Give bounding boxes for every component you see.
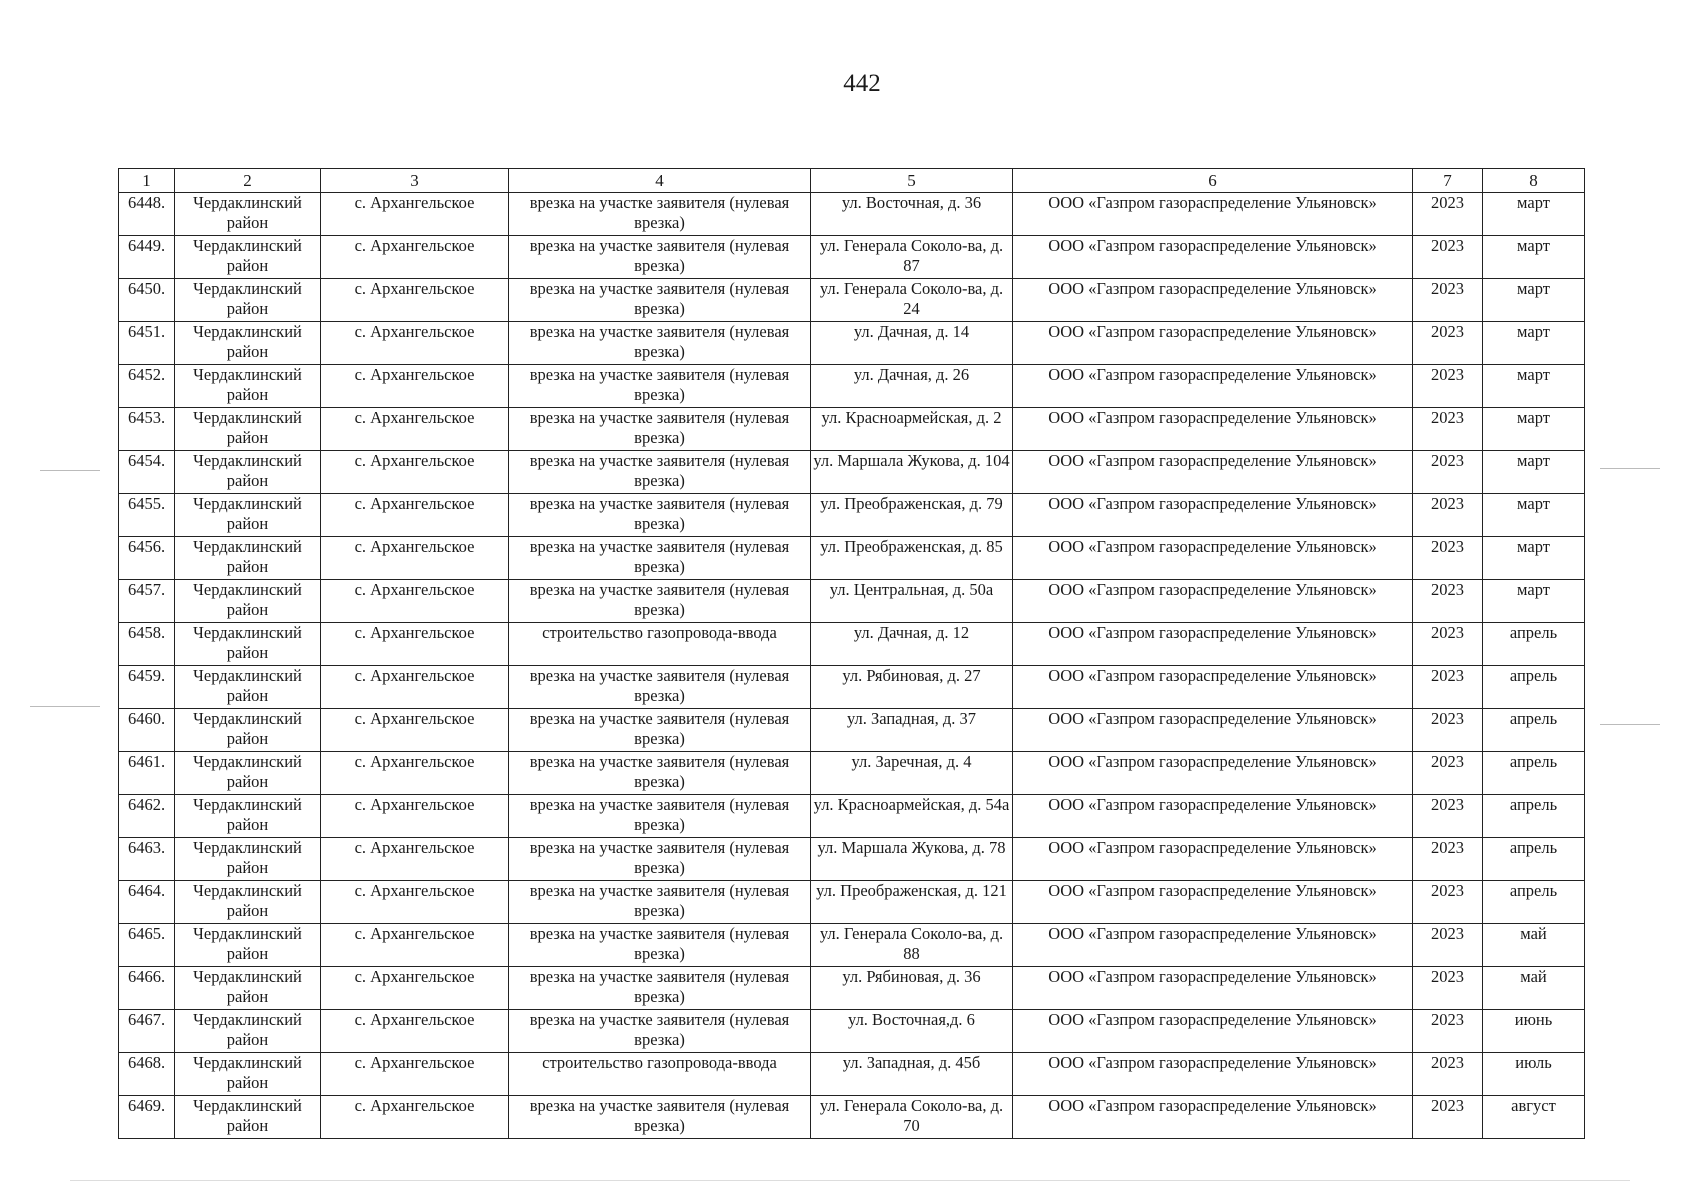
district-cell: Чердаклинский район	[175, 752, 321, 795]
organization-cell: ООО «Газпром газораспределение Ульяновск»	[1013, 537, 1413, 580]
district-cell: Чердаклинский район	[175, 494, 321, 537]
year-cell: 2023	[1413, 193, 1483, 236]
work-type-cell: врезка на участке заявителя (нулевая врезка)	[509, 1010, 811, 1053]
organization-cell: ООО «Газпром газораспределение Ульяновск»	[1013, 924, 1413, 967]
work-type-cell: врезка на участке заявителя (нулевая врезка)	[509, 881, 811, 924]
district-cell: Чердаклинский район	[175, 279, 321, 322]
address-cell: ул. Дачная, д. 26	[811, 365, 1013, 408]
table-row	[119, 967, 1585, 1010]
district-cell: Чердаклинский район	[175, 838, 321, 881]
district-cell: Чердаклинский район	[175, 236, 321, 279]
district-cell: Чердаклинский район	[175, 1053, 321, 1096]
month-cell: март	[1483, 580, 1585, 623]
address-cell: ул. Преображенская, д. 85	[811, 537, 1013, 580]
month-cell: март	[1483, 322, 1585, 365]
year-cell: 2023	[1413, 322, 1483, 365]
row-number: 6459.	[119, 666, 175, 709]
row-number: 6461.	[119, 752, 175, 795]
col-header: 6	[1013, 169, 1413, 193]
col-header: 1	[119, 169, 175, 193]
district-cell: Чердаклинский район	[175, 666, 321, 709]
address-cell: ул. Западная, д. 37	[811, 709, 1013, 752]
year-cell: 2023	[1413, 494, 1483, 537]
table-row	[119, 580, 1585, 623]
table-body	[119, 193, 1585, 1139]
district-cell: Чердаклинский район	[175, 408, 321, 451]
month-cell: апрель	[1483, 795, 1585, 838]
settlement-cell: с. Архангельское	[321, 580, 509, 623]
work-type-cell: врезка на участке заявителя (нулевая врезка)	[509, 494, 811, 537]
organization-cell: ООО «Газпром газораспределение Ульяновск»	[1013, 236, 1413, 279]
address-cell: ул. Генерала Соколо-ва, д. 70	[811, 1096, 1013, 1139]
table-row	[119, 666, 1585, 709]
organization-cell: ООО «Газпром газораспределение Ульяновск»	[1013, 494, 1413, 537]
row-number: 6460.	[119, 709, 175, 752]
work-type-cell: врезка на участке заявителя (нулевая врезка)	[509, 322, 811, 365]
row-number: 6455.	[119, 494, 175, 537]
year-cell: 2023	[1413, 580, 1483, 623]
work-type-cell: врезка на участке заявителя (нулевая врезка)	[509, 236, 811, 279]
col-header: 5	[811, 169, 1013, 193]
address-cell: ул. Преображенская, д. 121	[811, 881, 1013, 924]
settlement-cell: с. Архангельское	[321, 752, 509, 795]
table-row	[119, 537, 1585, 580]
year-cell: 2023	[1413, 451, 1483, 494]
organization-cell: ООО «Газпром газораспределение Ульяновск»	[1013, 580, 1413, 623]
table-row	[119, 1010, 1585, 1053]
district-cell: Чердаклинский район	[175, 1096, 321, 1139]
table-row	[119, 838, 1585, 881]
address-cell: ул. Восточная, д. 36	[811, 193, 1013, 236]
district-cell: Чердаклинский район	[175, 365, 321, 408]
district-cell: Чердаклинский район	[175, 924, 321, 967]
year-cell: 2023	[1413, 408, 1483, 451]
row-number: 6450.	[119, 279, 175, 322]
district-cell: Чердаклинский район	[175, 580, 321, 623]
settlement-cell: с. Архангельское	[321, 236, 509, 279]
year-cell: 2023	[1413, 623, 1483, 666]
organization-cell: ООО «Газпром газораспределение Ульяновск»	[1013, 408, 1413, 451]
settlement-cell: с. Архангельское	[321, 838, 509, 881]
work-type-cell: врезка на участке заявителя (нулевая врезка)	[509, 537, 811, 580]
settlement-cell: с. Архангельское	[321, 279, 509, 322]
district-cell: Чердаклинский район	[175, 451, 321, 494]
scan-artifact	[1600, 468, 1660, 469]
organization-cell: ООО «Газпром газораспределение Ульяновск»	[1013, 795, 1413, 838]
year-cell: 2023	[1413, 1010, 1483, 1053]
work-type-cell: врезка на участке заявителя (нулевая врезка)	[509, 1096, 811, 1139]
settlement-cell: с. Архангельское	[321, 451, 509, 494]
row-number: 6457.	[119, 580, 175, 623]
row-number: 6451.	[119, 322, 175, 365]
address-cell: ул. Заречная, д. 4	[811, 752, 1013, 795]
page-number: 442	[843, 70, 881, 97]
work-type-cell: врезка на участке заявителя (нулевая врезка)	[509, 752, 811, 795]
year-cell: 2023	[1413, 881, 1483, 924]
settlement-cell: с. Архангельское	[321, 408, 509, 451]
work-type-cell: врезка на участке заявителя (нулевая врезка)	[509, 924, 811, 967]
table-row	[119, 623, 1585, 666]
month-cell: март	[1483, 537, 1585, 580]
work-type-cell: врезка на участке заявителя (нулевая врезка)	[509, 709, 811, 752]
month-cell: март	[1483, 451, 1585, 494]
row-number: 6456.	[119, 537, 175, 580]
row-number: 6464.	[119, 881, 175, 924]
address-cell: ул. Красноармейская, д. 54а	[811, 795, 1013, 838]
address-cell: ул. Преображенская, д. 79	[811, 494, 1013, 537]
year-cell: 2023	[1413, 924, 1483, 967]
row-number: 6467.	[119, 1010, 175, 1053]
year-cell: 2023	[1413, 1053, 1483, 1096]
settlement-cell: с. Архангельское	[321, 1096, 509, 1139]
header-row	[119, 169, 1585, 193]
district-cell: Чердаклинский район	[175, 881, 321, 924]
organization-cell: ООО «Газпром газораспределение Ульяновск»	[1013, 322, 1413, 365]
row-number: 6466.	[119, 967, 175, 1010]
address-cell: ул. Западная, д. 45б	[811, 1053, 1013, 1096]
address-cell: ул. Дачная, д. 14	[811, 322, 1013, 365]
month-cell: апрель	[1483, 666, 1585, 709]
month-cell: июль	[1483, 1053, 1585, 1096]
year-cell: 2023	[1413, 1096, 1483, 1139]
table-row	[119, 451, 1585, 494]
settlement-cell: с. Архангельское	[321, 494, 509, 537]
year-cell: 2023	[1413, 279, 1483, 322]
table-row	[119, 752, 1585, 795]
table-row	[119, 1053, 1585, 1096]
address-cell: ул. Дачная, д. 12	[811, 623, 1013, 666]
year-cell: 2023	[1413, 838, 1483, 881]
address-cell: ул. Рябиновая, д. 36	[811, 967, 1013, 1010]
month-cell: август	[1483, 1096, 1585, 1139]
table-row	[119, 408, 1585, 451]
address-cell: ул. Генерала Соколо-ва, д. 87	[811, 236, 1013, 279]
year-cell: 2023	[1413, 709, 1483, 752]
district-cell: Чердаклинский район	[175, 537, 321, 580]
address-cell: ул. Маршала Жукова, д. 104	[811, 451, 1013, 494]
settlement-cell: с. Архангельское	[321, 322, 509, 365]
month-cell: март	[1483, 279, 1585, 322]
address-cell: ул. Генерала Соколо-ва, д. 24	[811, 279, 1013, 322]
district-cell: Чердаклинский район	[175, 1010, 321, 1053]
organization-cell: ООО «Газпром газораспределение Ульяновск»	[1013, 1010, 1413, 1053]
address-cell: ул. Центральная, д. 50а	[811, 580, 1013, 623]
work-type-cell: врезка на участке заявителя (нулевая врезка)	[509, 580, 811, 623]
scan-artifact	[40, 470, 100, 471]
settlement-cell: с. Архангельское	[321, 1053, 509, 1096]
work-type-cell: врезка на участке заявителя (нулевая врезка)	[509, 967, 811, 1010]
year-cell: 2023	[1413, 537, 1483, 580]
organization-cell: ООО «Газпром газораспределение Ульяновск»	[1013, 193, 1413, 236]
row-number: 6458.	[119, 623, 175, 666]
organization-cell: ООО «Газпром газораспределение Ульяновск»	[1013, 451, 1413, 494]
table-row	[119, 924, 1585, 967]
table-row	[119, 279, 1585, 322]
month-cell: апрель	[1483, 881, 1585, 924]
month-cell: июнь	[1483, 1010, 1585, 1053]
table-row	[119, 881, 1585, 924]
gasification-table	[118, 168, 1585, 1139]
settlement-cell: с. Архангельское	[321, 924, 509, 967]
year-cell: 2023	[1413, 967, 1483, 1010]
year-cell: 2023	[1413, 752, 1483, 795]
col-header: 4	[509, 169, 811, 193]
organization-cell: ООО «Газпром газораспределение Ульяновск»	[1013, 1053, 1413, 1096]
work-type-cell: врезка на участке заявителя (нулевая врезка)	[509, 193, 811, 236]
address-cell: ул. Восточная,д. 6	[811, 1010, 1013, 1053]
row-number: 6453.	[119, 408, 175, 451]
district-cell: Чердаклинский район	[175, 193, 321, 236]
settlement-cell: с. Архангельское	[321, 666, 509, 709]
table-row	[119, 709, 1585, 752]
settlement-cell: с. Архангельское	[321, 537, 509, 580]
month-cell: март	[1483, 365, 1585, 408]
organization-cell: ООО «Газпром газораспределение Ульяновск»	[1013, 666, 1413, 709]
district-cell: Чердаклинский район	[175, 623, 321, 666]
organization-cell: ООО «Газпром газораспределение Ульяновск»	[1013, 838, 1413, 881]
district-cell: Чердаклинский район	[175, 967, 321, 1010]
address-cell: ул. Маршала Жукова, д. 78	[811, 838, 1013, 881]
row-number: 6463.	[119, 838, 175, 881]
organization-cell: ООО «Газпром газораспределение Ульяновск»	[1013, 752, 1413, 795]
row-number: 6449.	[119, 236, 175, 279]
col-header: 3	[321, 169, 509, 193]
month-cell: апрель	[1483, 838, 1585, 881]
work-type-cell: строительство газопровода-ввода	[509, 623, 811, 666]
row-number: 6468.	[119, 1053, 175, 1096]
settlement-cell: с. Архангельское	[321, 709, 509, 752]
row-number: 6454.	[119, 451, 175, 494]
table-row	[119, 494, 1585, 537]
settlement-cell: с. Архангельское	[321, 365, 509, 408]
year-cell: 2023	[1413, 666, 1483, 709]
organization-cell: ООО «Газпром газораспределение Ульяновск»	[1013, 365, 1413, 408]
settlement-cell: с. Архангельское	[321, 967, 509, 1010]
table-row	[119, 795, 1585, 838]
scan-artifact	[70, 1180, 1630, 1181]
work-type-cell: врезка на участке заявителя (нулевая врезка)	[509, 451, 811, 494]
year-cell: 2023	[1413, 795, 1483, 838]
settlement-cell: с. Архангельское	[321, 623, 509, 666]
organization-cell: ООО «Газпром газораспределение Ульяновск»	[1013, 881, 1413, 924]
work-type-cell: врезка на участке заявителя (нулевая врезка)	[509, 795, 811, 838]
work-type-cell: врезка на участке заявителя (нулевая врезка)	[509, 408, 811, 451]
month-cell: апрель	[1483, 623, 1585, 666]
organization-cell: ООО «Газпром газораспределение Ульяновск»	[1013, 967, 1413, 1010]
table-row	[119, 193, 1585, 236]
month-cell: март	[1483, 494, 1585, 537]
row-number: 6465.	[119, 924, 175, 967]
month-cell: март	[1483, 408, 1585, 451]
address-cell: ул. Красноармейская, д. 2	[811, 408, 1013, 451]
work-type-cell: врезка на участке заявителя (нулевая врезка)	[509, 666, 811, 709]
district-cell: Чердаклинский район	[175, 795, 321, 838]
address-cell: ул. Генерала Соколо-ва, д. 88	[811, 924, 1013, 967]
settlement-cell: с. Архангельское	[321, 881, 509, 924]
year-cell: 2023	[1413, 365, 1483, 408]
settlement-cell: с. Архангельское	[321, 193, 509, 236]
work-type-cell: врезка на участке заявителя (нулевая врезка)	[509, 279, 811, 322]
organization-cell: ООО «Газпром газораспределение Ульяновск»	[1013, 623, 1413, 666]
settlement-cell: с. Архангельское	[321, 795, 509, 838]
month-cell: май	[1483, 924, 1585, 967]
month-cell: май	[1483, 967, 1585, 1010]
scan-artifact	[1600, 724, 1660, 725]
row-number: 6462.	[119, 795, 175, 838]
table-row	[119, 1096, 1585, 1139]
month-cell: апрель	[1483, 709, 1585, 752]
col-header: 2	[175, 169, 321, 193]
row-number: 6469.	[119, 1096, 175, 1139]
row-number: 6452.	[119, 365, 175, 408]
organization-cell: ООО «Газпром газораспределение Ульяновск»	[1013, 1096, 1413, 1139]
work-type-cell: врезка на участке заявителя (нулевая врезка)	[509, 365, 811, 408]
month-cell: март	[1483, 193, 1585, 236]
table-row	[119, 322, 1585, 365]
scan-artifact	[30, 706, 100, 707]
col-header: 7	[1413, 169, 1483, 193]
settlement-cell: с. Архангельское	[321, 1010, 509, 1053]
row-number: 6448.	[119, 193, 175, 236]
work-type-cell: строительство газопровода-ввода	[509, 1053, 811, 1096]
organization-cell: ООО «Газпром газораспределение Ульяновск»	[1013, 709, 1413, 752]
month-cell: апрель	[1483, 752, 1585, 795]
address-cell: ул. Рябиновая, д. 27	[811, 666, 1013, 709]
district-cell: Чердаклинский район	[175, 709, 321, 752]
work-type-cell: врезка на участке заявителя (нулевая врезка)	[509, 838, 811, 881]
month-cell: март	[1483, 236, 1585, 279]
col-header: 8	[1483, 169, 1585, 193]
district-cell: Чердаклинский район	[175, 322, 321, 365]
organization-cell: ООО «Газпром газораспределение Ульяновск»	[1013, 279, 1413, 322]
year-cell: 2023	[1413, 236, 1483, 279]
table-row	[119, 365, 1585, 408]
table-row	[119, 236, 1585, 279]
